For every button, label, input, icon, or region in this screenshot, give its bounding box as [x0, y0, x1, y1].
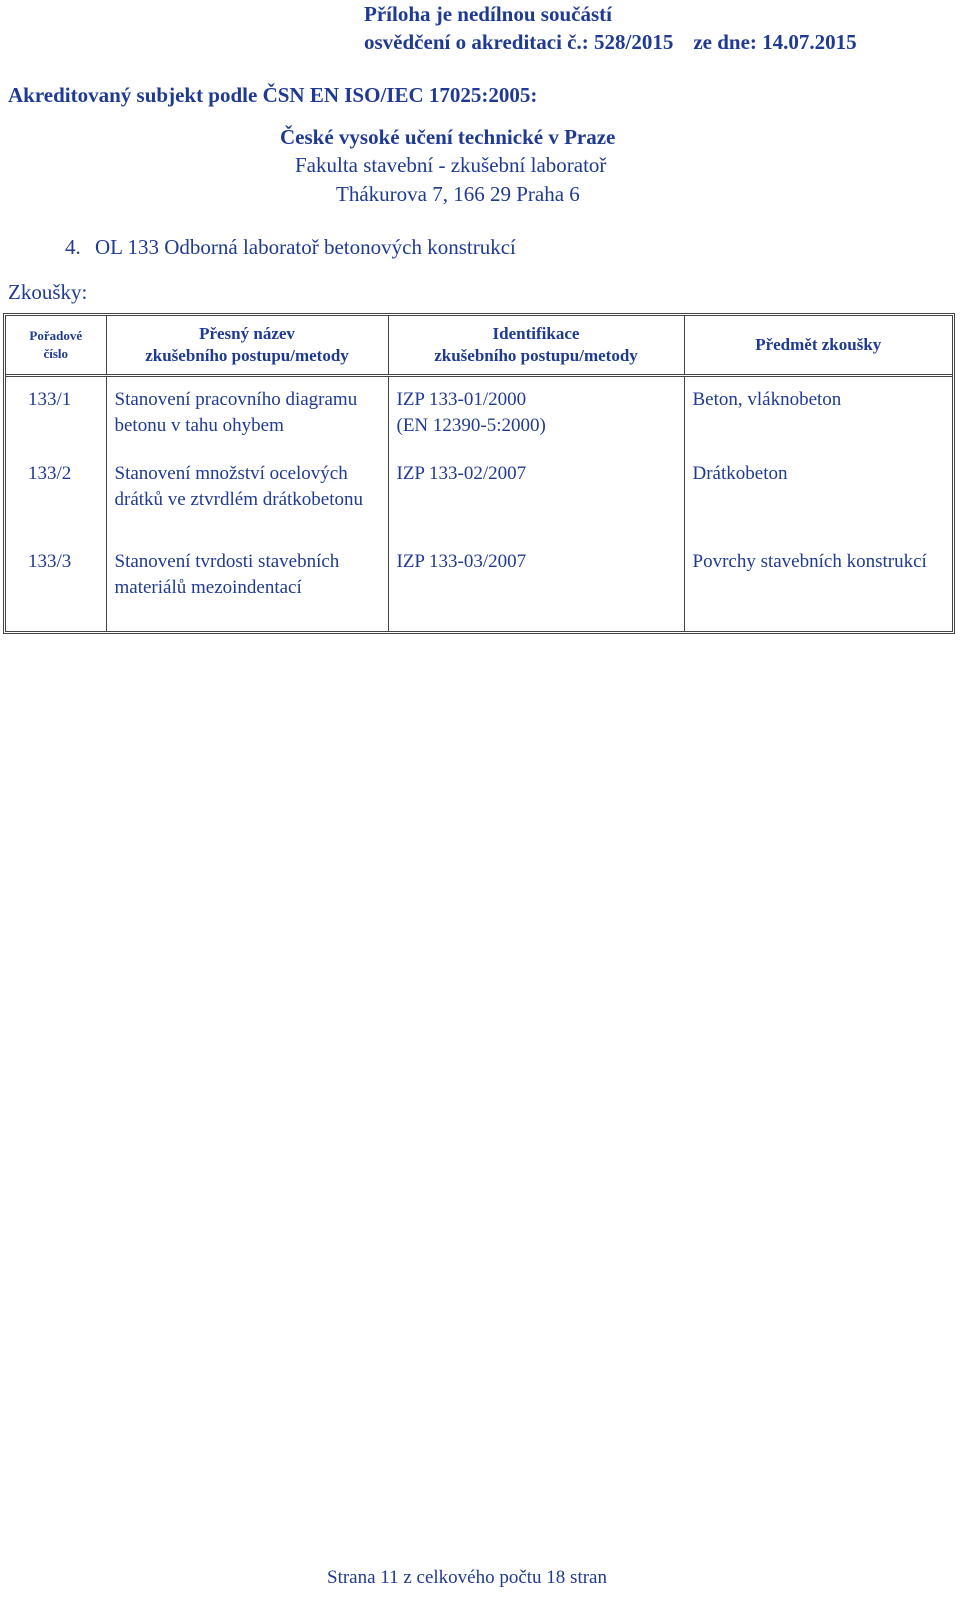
row-number: 133/2 [6, 459, 106, 547]
row-subject: Drátkobeton [692, 463, 788, 484]
row-identification: IZP 133-01/2000 (EN 12390-5:2000) [388, 376, 684, 460]
table-row [6, 547, 952, 631]
certificate-date: ze dne: 14.07.2015 [693, 30, 857, 54]
table-row [6, 459, 952, 547]
row-subject: Beton, vláknobeton [692, 389, 842, 410]
organization-address: Thákurova 7, 166 29 Praha 6 [336, 182, 580, 206]
row-subject: Povrchy stavebních konstrukcí [692, 551, 927, 572]
annex-certificate-line [364, 28, 857, 56]
row-number: 133/1 [6, 376, 106, 460]
lab-name: OL 133 Odborná laboratoř betonových konstrukcí [95, 235, 516, 259]
lab-title [65, 233, 516, 261]
row-identification: IZP 133-03/2007 [388, 547, 684, 631]
table-header-row [6, 316, 952, 376]
row-number: 133/3 [6, 547, 106, 631]
header-procedure-identification: Identifikace zkušebního postupu/metody [388, 316, 684, 376]
certificate-number: osvědčení o akreditaci č.: 528/2015 [364, 30, 674, 54]
row-identification: IZP 133-02/2007 [388, 459, 684, 547]
header-procedure-name: Přesný název zkušebního postupu/metody [106, 316, 388, 376]
tests-heading: Zkoušky: [8, 280, 88, 304]
header-test-subject: Předmět zkoušky [684, 316, 952, 376]
accredited-subject-heading: Akreditovaný subjekt podle ČSN EN ISO/IEC 17025:2005: [8, 83, 538, 107]
organization-name: České vysoké učení technické v Praze [280, 125, 616, 149]
page-footer: Strana 11 z celkového počtu 18 stran [327, 1567, 607, 1588]
annex-title: Příloha je nedílnou součástí [364, 2, 612, 26]
tests-table [3, 313, 955, 634]
organization-faculty: Fakulta stavební - zkušební laboratoř [295, 153, 607, 177]
row-description: Stanovení tvrdosti stavebních materiálů mezoindentací [106, 547, 388, 631]
lab-number: 4. [65, 235, 81, 259]
row-description: Stanovení množství ocelových drátků ve ztvrdlém drátkobetonu [106, 459, 388, 547]
table-row [6, 376, 952, 460]
header-order-number: Pořadové číslo [6, 316, 106, 376]
row-description: Stanovení pracovního diagramu betonu v tahu ohybem [106, 376, 388, 460]
